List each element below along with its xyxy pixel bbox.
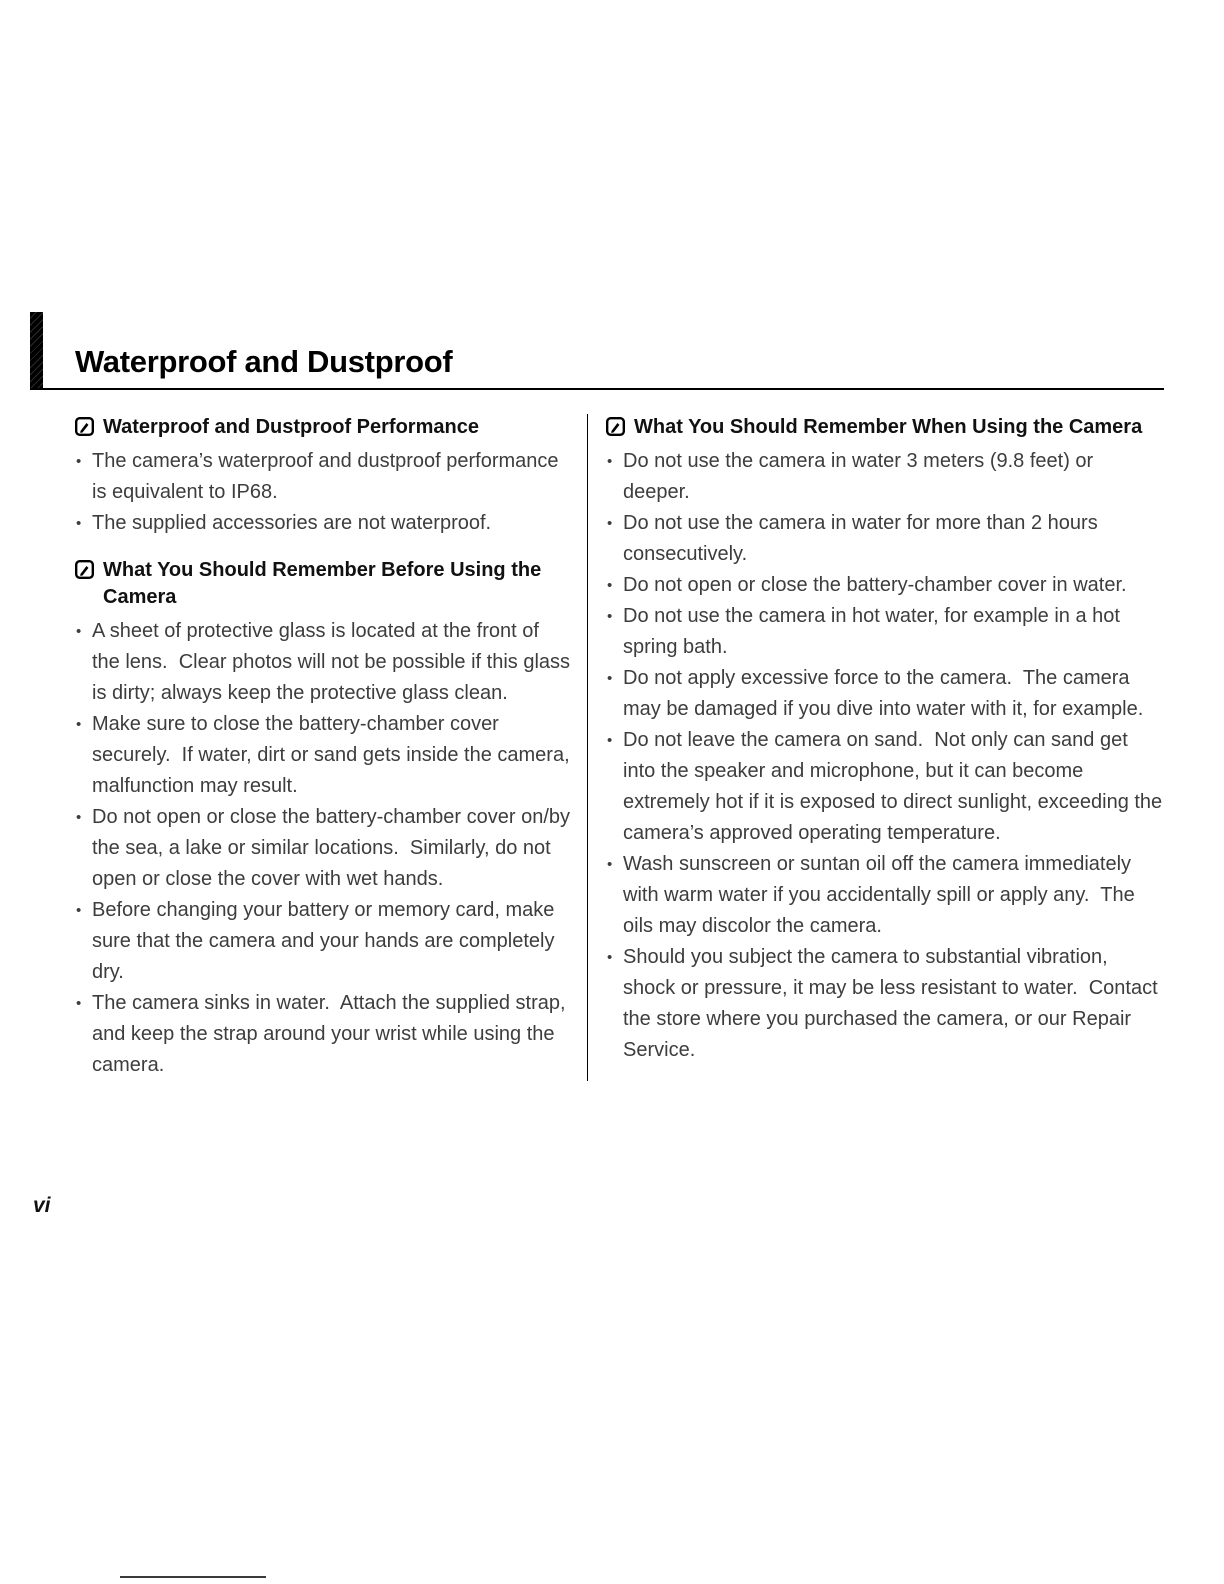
section-heading — [606, 414, 1165, 441]
page-number: vi — [33, 1194, 51, 1217]
bullet-list — [606, 446, 1168, 1066]
page-header — [30, 312, 1164, 390]
bullet-list — [75, 616, 576, 1081]
bullet-item: • Do not use the camera in hot water, for example in a hot spring bath. — [606, 601, 1165, 663]
section-heading-text: Waterproof and Dustproof Performance — [103, 416, 479, 438]
bullet-item: • The camera sinks in water. Attach the supplied strap, and keep the strap around your wrist while using the camera. — [75, 988, 571, 1081]
section-before-using — [75, 557, 576, 1081]
section-heading-text: What You Should Remember When Using the Camera — [634, 416, 1143, 438]
right-column — [588, 414, 1168, 1081]
note-icon — [75, 417, 94, 436]
bullet-item: • Do not apply excessive force to the camera. The camera may be damaged if you dive into water with it, for example. — [606, 663, 1165, 725]
note-icon — [75, 560, 94, 579]
page-title: Waterproof and Dustproof — [75, 344, 453, 379]
bullet-item: • The camera’s waterproof and dustproof performance is equivalent to IP68. — [75, 446, 571, 508]
section-heading — [75, 557, 571, 611]
bullet-item: • Should you subject the camera to substantial vibration, shock or pressure, it may be less resistant to water. Contact the store where you purchased the camera, or our Repair Service. — [606, 942, 1165, 1066]
bullet-item: • Wash sunscreen or suntan oil off the camera immediately with warm water if you accidentally spill or apply any. The oils may discolor the camera. — [606, 849, 1165, 942]
content-columns — [75, 414, 1168, 1081]
bullet-item: • Do not open or close the battery-chamber cover in water. — [606, 570, 1165, 601]
section-heading — [75, 414, 571, 441]
bullet-item: • Make sure to close the battery-chamber cover securely. If water, dirt or sand gets inside the camera, malfunction may result. — [75, 709, 571, 802]
bullet-item: • Do not open or close the battery-chamber cover on/by the sea, a lake or similar locations. Similarly, do not open or close the cover with wet hands. — [75, 802, 571, 895]
bullet-item: • Do not leave the camera on sand. Not only can sand get into the speaker and microphone, but it can become extremely hot if it is exposed to direct sunlight, exceeding the camera’s approved operating temperature. — [606, 725, 1165, 849]
bullet-item: • A sheet of protective glass is located at the front of the lens. Clear photos will not be possible if this glass is dirty; always keep the protective glass clean. — [75, 616, 571, 709]
section-waterproof-performance — [75, 414, 571, 539]
note-icon — [606, 417, 625, 436]
header-stripe — [30, 312, 43, 388]
bullet-item: • Do not use the camera in water 3 meters (9.8 feet) or deeper. — [606, 446, 1165, 508]
section-when-using — [606, 414, 1168, 1066]
left-column — [75, 414, 587, 1081]
section-heading-text: What You Should Remember Before Using the Camera — [103, 559, 542, 608]
bullet-item: • Before changing your battery or memory card, make sure that the camera and your hands are completely dry. — [75, 895, 571, 988]
bullet-list — [75, 446, 571, 539]
bullet-item: • The supplied accessories are not waterproof. — [75, 508, 571, 539]
footer-line — [120, 1576, 266, 1578]
bullet-item: • Do not use the camera in water for more than 2 hours consecutively. — [606, 508, 1165, 570]
